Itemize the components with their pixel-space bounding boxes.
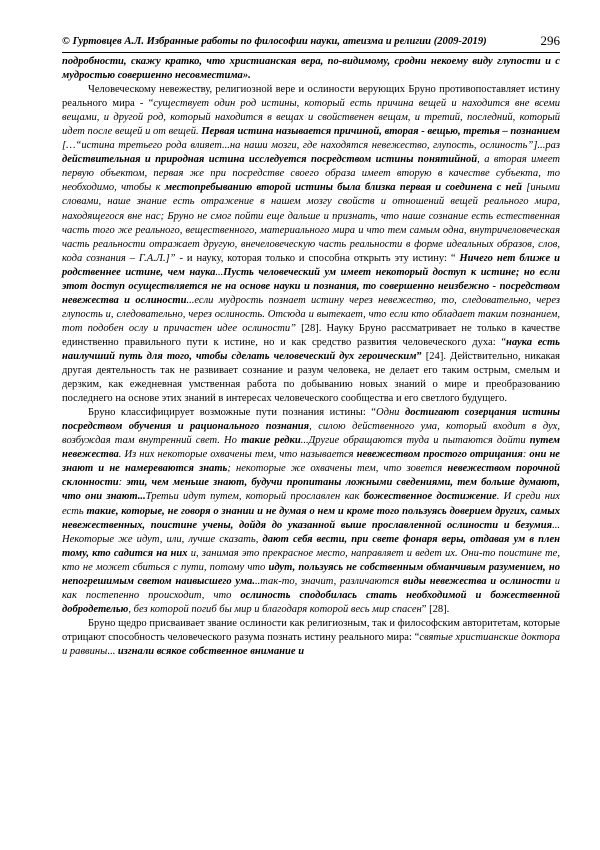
text-run: , без которой погиб бы мир и благодаря которой весь мир спасен [128, 603, 422, 615]
text-run: изгнали всякое собственное внимание и [117, 645, 305, 657]
text-run: ” [416, 350, 422, 362]
header-title: © Гуртовцев А.Л. Избранные работы по философии науки, атеизма и религии (2009-2019) [62, 36, 487, 47]
text-run: Первая истина называется причиной, вторая - вещью, третья – познанием [201, 126, 560, 138]
paragraph-1 [62, 55, 560, 83]
text-run: существует один род истины, который есть причина вещей и находится вне всеми вещами, и другой род, который находится в вещах и свойственен вещам, и третий, последний, который идет после вещей и от вещей. [62, 98, 560, 138]
text-run: Третьи идут путем, который прославлен как [145, 491, 364, 503]
text-run: и, занимая это прекрасное место, направляет и ведет их. Они-то поистине те, кто не может сбиться с пути, потому что [62, 547, 560, 573]
text-run: ” [28]. [421, 603, 450, 615]
text-run: . Из них некоторые охвачены тем, что называется [118, 449, 357, 461]
text-run: и как постепенно происходит, что [62, 575, 560, 601]
text-run: дают себя вести, при свете фонаря веры, отдавая ум в плен тому, кто садится на них [62, 533, 560, 559]
text-run: идут, пользуясь не собственным обманчивым разумением, но непогрешимым светом наивысшего ума. [62, 561, 560, 587]
text-run: : [522, 449, 530, 461]
text-run: Ничего нет ближе и родственнее истине, чем наука [62, 252, 561, 278]
text-run: [28]. Науку Бруно рассматривает не только в качестве единственно правильного пути к истине, но и как средство развития человеческого духа: “ [62, 322, 561, 348]
text-run: Одни [376, 407, 405, 419]
text-run: , а вторая имеет первую объектом, первая же при посредстве своего образа имеет вторую в качестве субъекта, то необходимо, чтобы к [62, 154, 560, 194]
text-run: ... [215, 266, 224, 278]
text-run: ; некоторые же охвачены тем, что зовется [227, 463, 448, 475]
text-run: […“истина третьего рода влияет...на наши мозги, где находятся невежество, глупость, ослиность”]...раз [62, 140, 560, 152]
text-run: Пусть человеческий ум имеет некоторый доступ к истине; но если этот доступ осуществляется не на основе науки и познания, то совершенно неизбежно - посредством невежества и ослиности [62, 266, 560, 306]
text-run: виды невежества и ослиности [402, 575, 551, 587]
text-run: [иными словами, наше знание есть отражение в нашем мозгу свойств и отношений вещей реального мира, находящегося вне нас; Бруно не смог пойти еще дальше и признать, что наше сознание есть естественная часть того же реального, вещественного, материального мира и что тем самым одна, внутричеловеческая часть реальности отражает другую, внечеловеческую часть реальности в форме идеальных образов, слов, кода сознания – Г.А.Л.]” [62, 182, 560, 264]
text-run: местопребыванию второй истины была близка первая и соединена с ней [164, 182, 522, 194]
text-run: невежеством порочной склонности [62, 463, 560, 489]
text-run: невежеством простого отрицания [356, 449, 523, 461]
text-run: святые христианские доктора и раввины [62, 631, 560, 657]
text-run: такие, которые, не говоря о знании и не думая о нем и кроме того пользуясь доверием других, самых невежественных, поистине учены, дойдя до указанной выше прославленной ослиности и безумия [62, 505, 560, 531]
text-run: путем невежества [62, 435, 560, 461]
text-run: достигают созерцания истины посредством обучения и рационального познания [62, 407, 560, 433]
text-run: . И среди них есть [62, 491, 560, 517]
body-text [62, 55, 560, 659]
running-header [62, 34, 560, 52]
text-run: ...Другие обращаются туда и пытаются дойти [300, 435, 530, 447]
text-run: ...если мудрость познает истину через невежество, то, следовательно, через глупость и, следовательно, через ослиность. Отсюда и вытекает, что если кто обладает таким познанием, тот подобен ослу и причастен идее ослиности” [62, 294, 560, 334]
text-run: такие редки [241, 435, 301, 447]
text-run: Человеческому невежеству, религиозной вере и ослиности верующих Бруно противопоставляет истину реального мира - “ [62, 84, 560, 110]
text-run: Бруно классифицирует возможные пути познания истины: “ [88, 407, 376, 419]
text-run: действительная и природная истина исследуется посредством истины понятийной [62, 154, 478, 166]
text-run: [24]. Действительно, никакая другая деятельность так не развивает сознание и разум человека, не делает его таким острым, смелым и дерзким, как ежедневная умственная работа по добыванию новых знаний о мире и преобразованию последнего на основе этих знаний в интересах человеческого сообщества и его светлого будущего. [62, 350, 561, 405]
header-divider [62, 52, 560, 53]
text-run: ослиность сподобилась стать необходимой и божественной добродетелью [62, 589, 560, 615]
paragraph-4 [62, 617, 560, 659]
text-run: ... [107, 645, 118, 657]
text-run: эти, чем меньше знают, будучи пропитаны ложными сведениями, тем больше думают, что они знают... [62, 477, 560, 503]
text-run: Бруно щедро присваивает звание ослиности как религиозным, так и философским авторитетам, которые отрицают способность человеческого разума познать истину реального мира: “ [62, 617, 560, 643]
text-run: ..так-то, значит, различаются [254, 575, 403, 587]
text-run: - и науку, которая только и способна открыть эту истину: “ [175, 252, 460, 264]
text-run: наука есть наилучший путь для того, чтобы сделать человеческий дух героическим [62, 336, 560, 362]
text-run: подробности, скажу кратко, что христианская вера, по-видимому, сродни некоему виду глупости и с мудростью совершенно несовместима». [62, 56, 560, 82]
text-run: они не знают и не намереваются знать [62, 449, 560, 475]
paragraph-3 [62, 406, 560, 617]
paragraph-2 [62, 83, 560, 406]
page-number: 296 [540, 33, 560, 48]
text-run: ... Некоторые же идут, или, лучше сказать, [62, 519, 560, 545]
text-run: божественное достижение [363, 491, 497, 503]
text-run: : [118, 477, 127, 489]
text-run: , силою действенного ума, который входит в дух, возбуждая там внутренний свет. Но [62, 421, 560, 447]
